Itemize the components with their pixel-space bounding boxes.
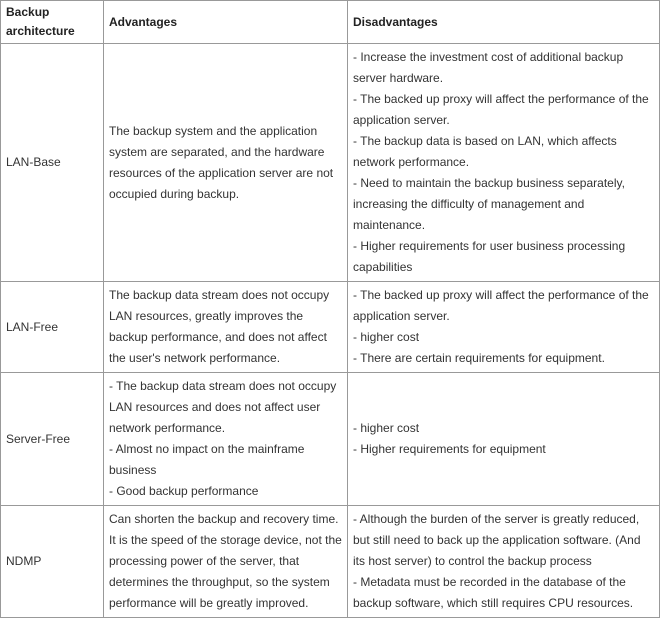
advantage-text: Can shorten the backup and recovery time. It is the speed of the storage device, not the processing power of the server, that determines the throughput, so the system performance will be greatly improved. (109, 512, 342, 610)
table-row (1, 506, 660, 618)
disadvantage-item: - higher cost (353, 330, 420, 344)
advantages-cell (104, 373, 348, 506)
advantages-cell (104, 506, 348, 618)
header-backup-architecture: Backup architecture (1, 1, 104, 44)
disadvantages-cell (348, 373, 660, 506)
table-header (1, 1, 660, 44)
architecture-name: LAN-Free (1, 282, 104, 373)
architecture-name: LAN-Base (1, 44, 104, 282)
table-row (1, 44, 660, 282)
disadvantages-cell (348, 44, 660, 282)
header-disadvantages: Disadvantages (348, 1, 660, 44)
header-row (1, 1, 660, 44)
advantage-item: - Good backup performance (109, 484, 259, 498)
advantage-text: The backup system and the application system are separated, and the hardware resources of the application server are not occupied during backup. (109, 123, 334, 201)
disadvantage-item: - The backup data is based on LAN, which affects network performance. (353, 134, 617, 169)
disadvantage-item: - Increase the investment cost of additional backup server hardware. (353, 50, 624, 85)
header-advantages: Advantages (104, 1, 348, 44)
table-row (1, 282, 660, 373)
disadvantage-item: - There are certain requirements for equipment. (353, 351, 605, 365)
disadvantage-item: - Higher requirements for equipment (353, 442, 546, 456)
disadvantage-item: - Higher requirements for user business processing capabilities (353, 239, 626, 274)
advantage-item: - The backup data stream does not occupy LAN resources and does not affect user network performance. (109, 379, 337, 435)
table-row (1, 373, 660, 506)
disadvantage-item: - The backed up proxy will affect the performance of the application server. (353, 92, 649, 127)
disadvantage-item: - higher cost (353, 421, 420, 435)
advantage-item: - Almost no impact on the mainframe business (109, 442, 305, 477)
disadvantages-cell (348, 282, 660, 373)
disadvantages-cell (348, 506, 660, 618)
disadvantage-item: - Metadata must be recorded in the database of the backup software, which still requires CPU resources. (353, 575, 634, 610)
advantages-cell (104, 282, 348, 373)
disadvantage-item: - The backed up proxy will affect the performance of the application server. (353, 288, 649, 323)
advantage-text: The backup data stream does not occupy LAN resources, greatly improves the backup performance, and does not affect the user's network performance. (109, 288, 330, 365)
architecture-name: NDMP (1, 506, 104, 618)
advantages-cell (104, 44, 348, 282)
architecture-name: Server-Free (1, 373, 104, 506)
disadvantage-item: - Although the burden of the server is greatly reduced, but still need to back up the application software. (And its host server) to control the backup process (353, 512, 641, 568)
table-body (1, 44, 660, 618)
disadvantage-item: - Need to maintain the backup business separately, increasing the difficulty of management and maintenance. (353, 176, 625, 232)
